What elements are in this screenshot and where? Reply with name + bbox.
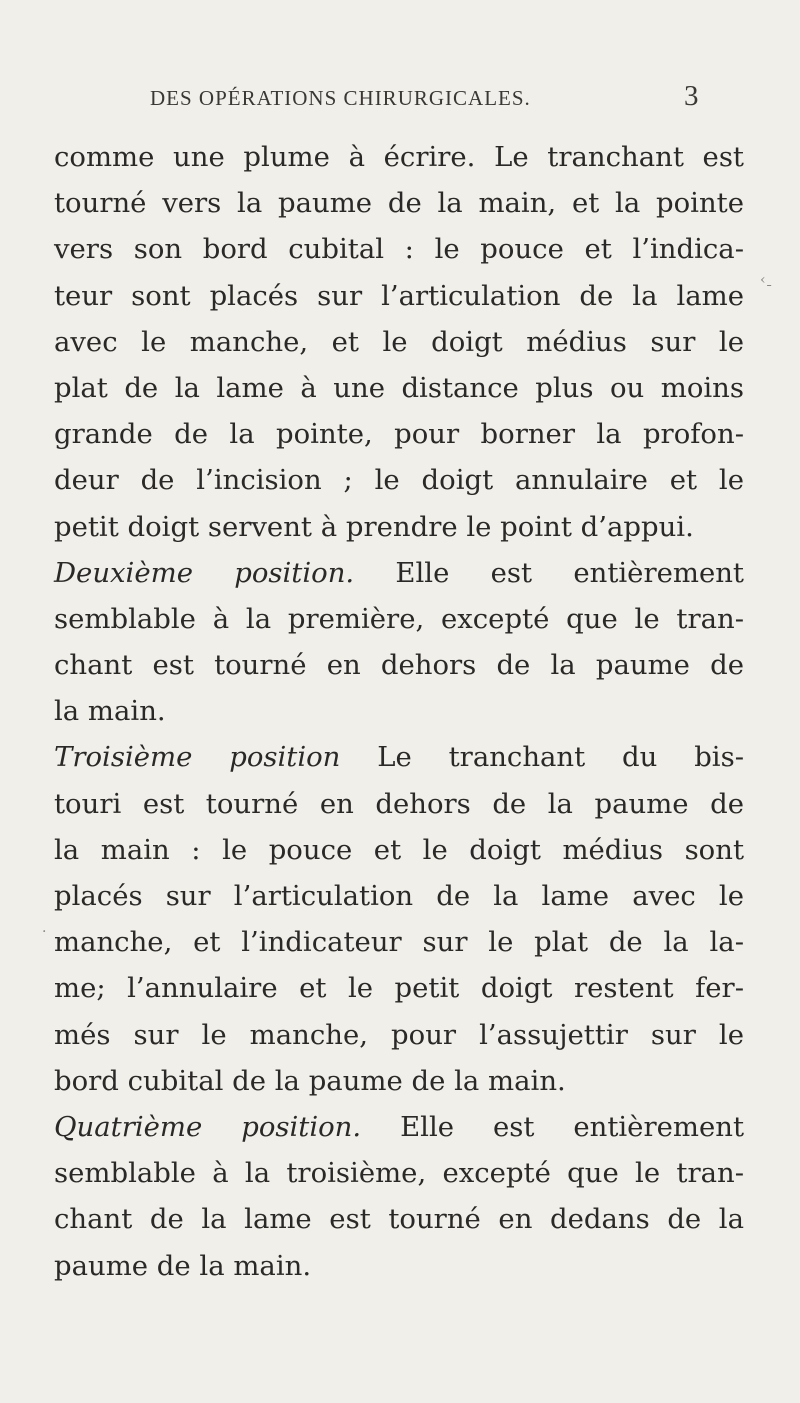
text-line	[54, 642, 744, 688]
text-line	[54, 550, 744, 596]
text-line	[54, 1150, 744, 1196]
line-text: semblable à la première, excepté que le tran-	[54, 602, 744, 635]
text-line	[54, 411, 744, 457]
text-line	[54, 1104, 744, 1150]
text-line	[54, 180, 744, 226]
text-line	[54, 134, 744, 180]
text-line	[54, 226, 744, 272]
text-line	[54, 781, 744, 827]
line-text: manche, et l’indicateur sur le plat de la la-	[54, 926, 744, 959]
line-text: petit doigt servent à prendre le point d’appui.	[54, 510, 694, 543]
text-line	[54, 919, 744, 965]
line-text: paume de la main.	[54, 1249, 312, 1282]
running-title: DES OPÉRATIONS CHIRURGICALES.	[150, 86, 531, 110]
line-text: avec le manche, et le doigt médius sur le	[54, 325, 744, 358]
line-text: la main : le pouce et le doigt médius sont	[54, 833, 744, 866]
line-text: bord cubital de la paume de la main.	[54, 1064, 566, 1097]
text-line	[54, 319, 744, 365]
line-text: semblable à la troisième, excepté que le tran-	[54, 1157, 744, 1190]
section-heading: Deuxième position.	[54, 556, 355, 589]
line-text: Elle est entièrement	[354, 556, 744, 589]
line-text: tourné vers la paume de la main, et la pointe	[54, 187, 744, 220]
line-text: me; l’annulaire et le petit doigt restent fer-	[54, 972, 744, 1005]
line-text: Elle est entièrement	[361, 1110, 744, 1143]
text-line	[54, 1012, 744, 1058]
page-number: 3	[684, 80, 699, 112]
text-line	[54, 965, 744, 1011]
text-line	[54, 827, 744, 873]
text-line	[54, 273, 744, 319]
text-line	[54, 596, 744, 642]
line-text: plat de la lame à une distance plus ou moins	[54, 371, 744, 404]
line-text: la main.	[54, 695, 166, 728]
line-text: chant est tourné en dehors de la paume de	[54, 649, 744, 682]
text-line	[54, 504, 744, 550]
line-text: placés sur l’articulation de la lame avec le	[54, 880, 744, 912]
margin-mark: ·	[42, 924, 47, 940]
line-text: Le tranchant du bis-	[340, 741, 745, 774]
line-text: vers son bord cubital : le pouce et l’indica-	[54, 233, 744, 266]
text-line	[54, 1058, 744, 1104]
text-line	[54, 1196, 744, 1242]
text-line	[54, 457, 744, 503]
line-text: deur de l’incision ; le doigt annulaire et le	[54, 464, 744, 497]
section-heading: Troisième position	[54, 741, 341, 774]
line-text: chant de la lame est tourné en dedans de la	[54, 1203, 744, 1236]
text-line	[54, 1243, 744, 1289]
body-text	[54, 134, 744, 1289]
line-text: touri est tourné en dehors de la paume de	[54, 787, 744, 820]
margin-mark: ‹ˍ	[760, 272, 773, 288]
text-line	[54, 688, 744, 734]
text-line	[54, 734, 744, 780]
text-line	[54, 365, 744, 411]
line-text: grande de la pointe, pour borner la profon-	[54, 418, 744, 451]
line-text: més sur le manche, pour l’assujettir sur le	[54, 1018, 744, 1051]
line-text: comme une plume à écrire. Le tranchant est	[54, 141, 744, 173]
section-heading: Quatrième position.	[54, 1110, 362, 1143]
text-line	[54, 873, 744, 919]
line-text: teur sont placés sur l’articulation de la lame	[54, 279, 744, 312]
